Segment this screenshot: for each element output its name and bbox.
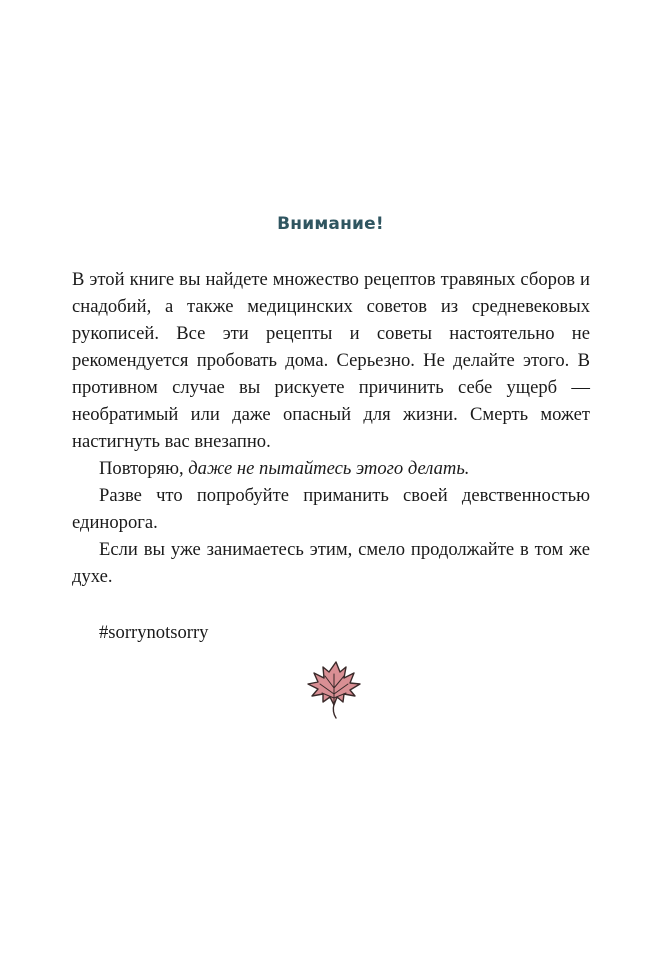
page-title: Внимание!: [277, 214, 384, 234]
paragraph-unicorn: Разве что попробуйте приманить своей девственностью единорога.: [72, 485, 590, 533]
hashtag: #sorrynotsorry: [99, 622, 209, 643]
paragraph-repeat: [72, 455, 590, 482]
repeat-prefix: Повторяю,: [99, 458, 189, 479]
paragraph-continue: Если вы уже занимаетесь этим, смело продолжайте в том же духе.: [72, 539, 590, 587]
body-text: [72, 266, 590, 590]
maple-leaf-icon: [306, 658, 362, 720]
paragraph-warning: В этой книге вы найдете множество рецептов травяных сборов и снадобий, а также медицинских советов из средневековых рукописей. Все эти рецепты и советы настоятельно не рекомендуется пробовать дома. Серьезно. Не делайте этого. В противном случае вы рискуете причинить себе ущерб — необратимый или даже опасный для жизни. Смерть может настигнуть вас внезапно.: [72, 269, 590, 452]
maple-leaf-stem: [333, 704, 336, 718]
repeat-emphasis: даже не пытайтесь этого делать.: [188, 458, 470, 479]
